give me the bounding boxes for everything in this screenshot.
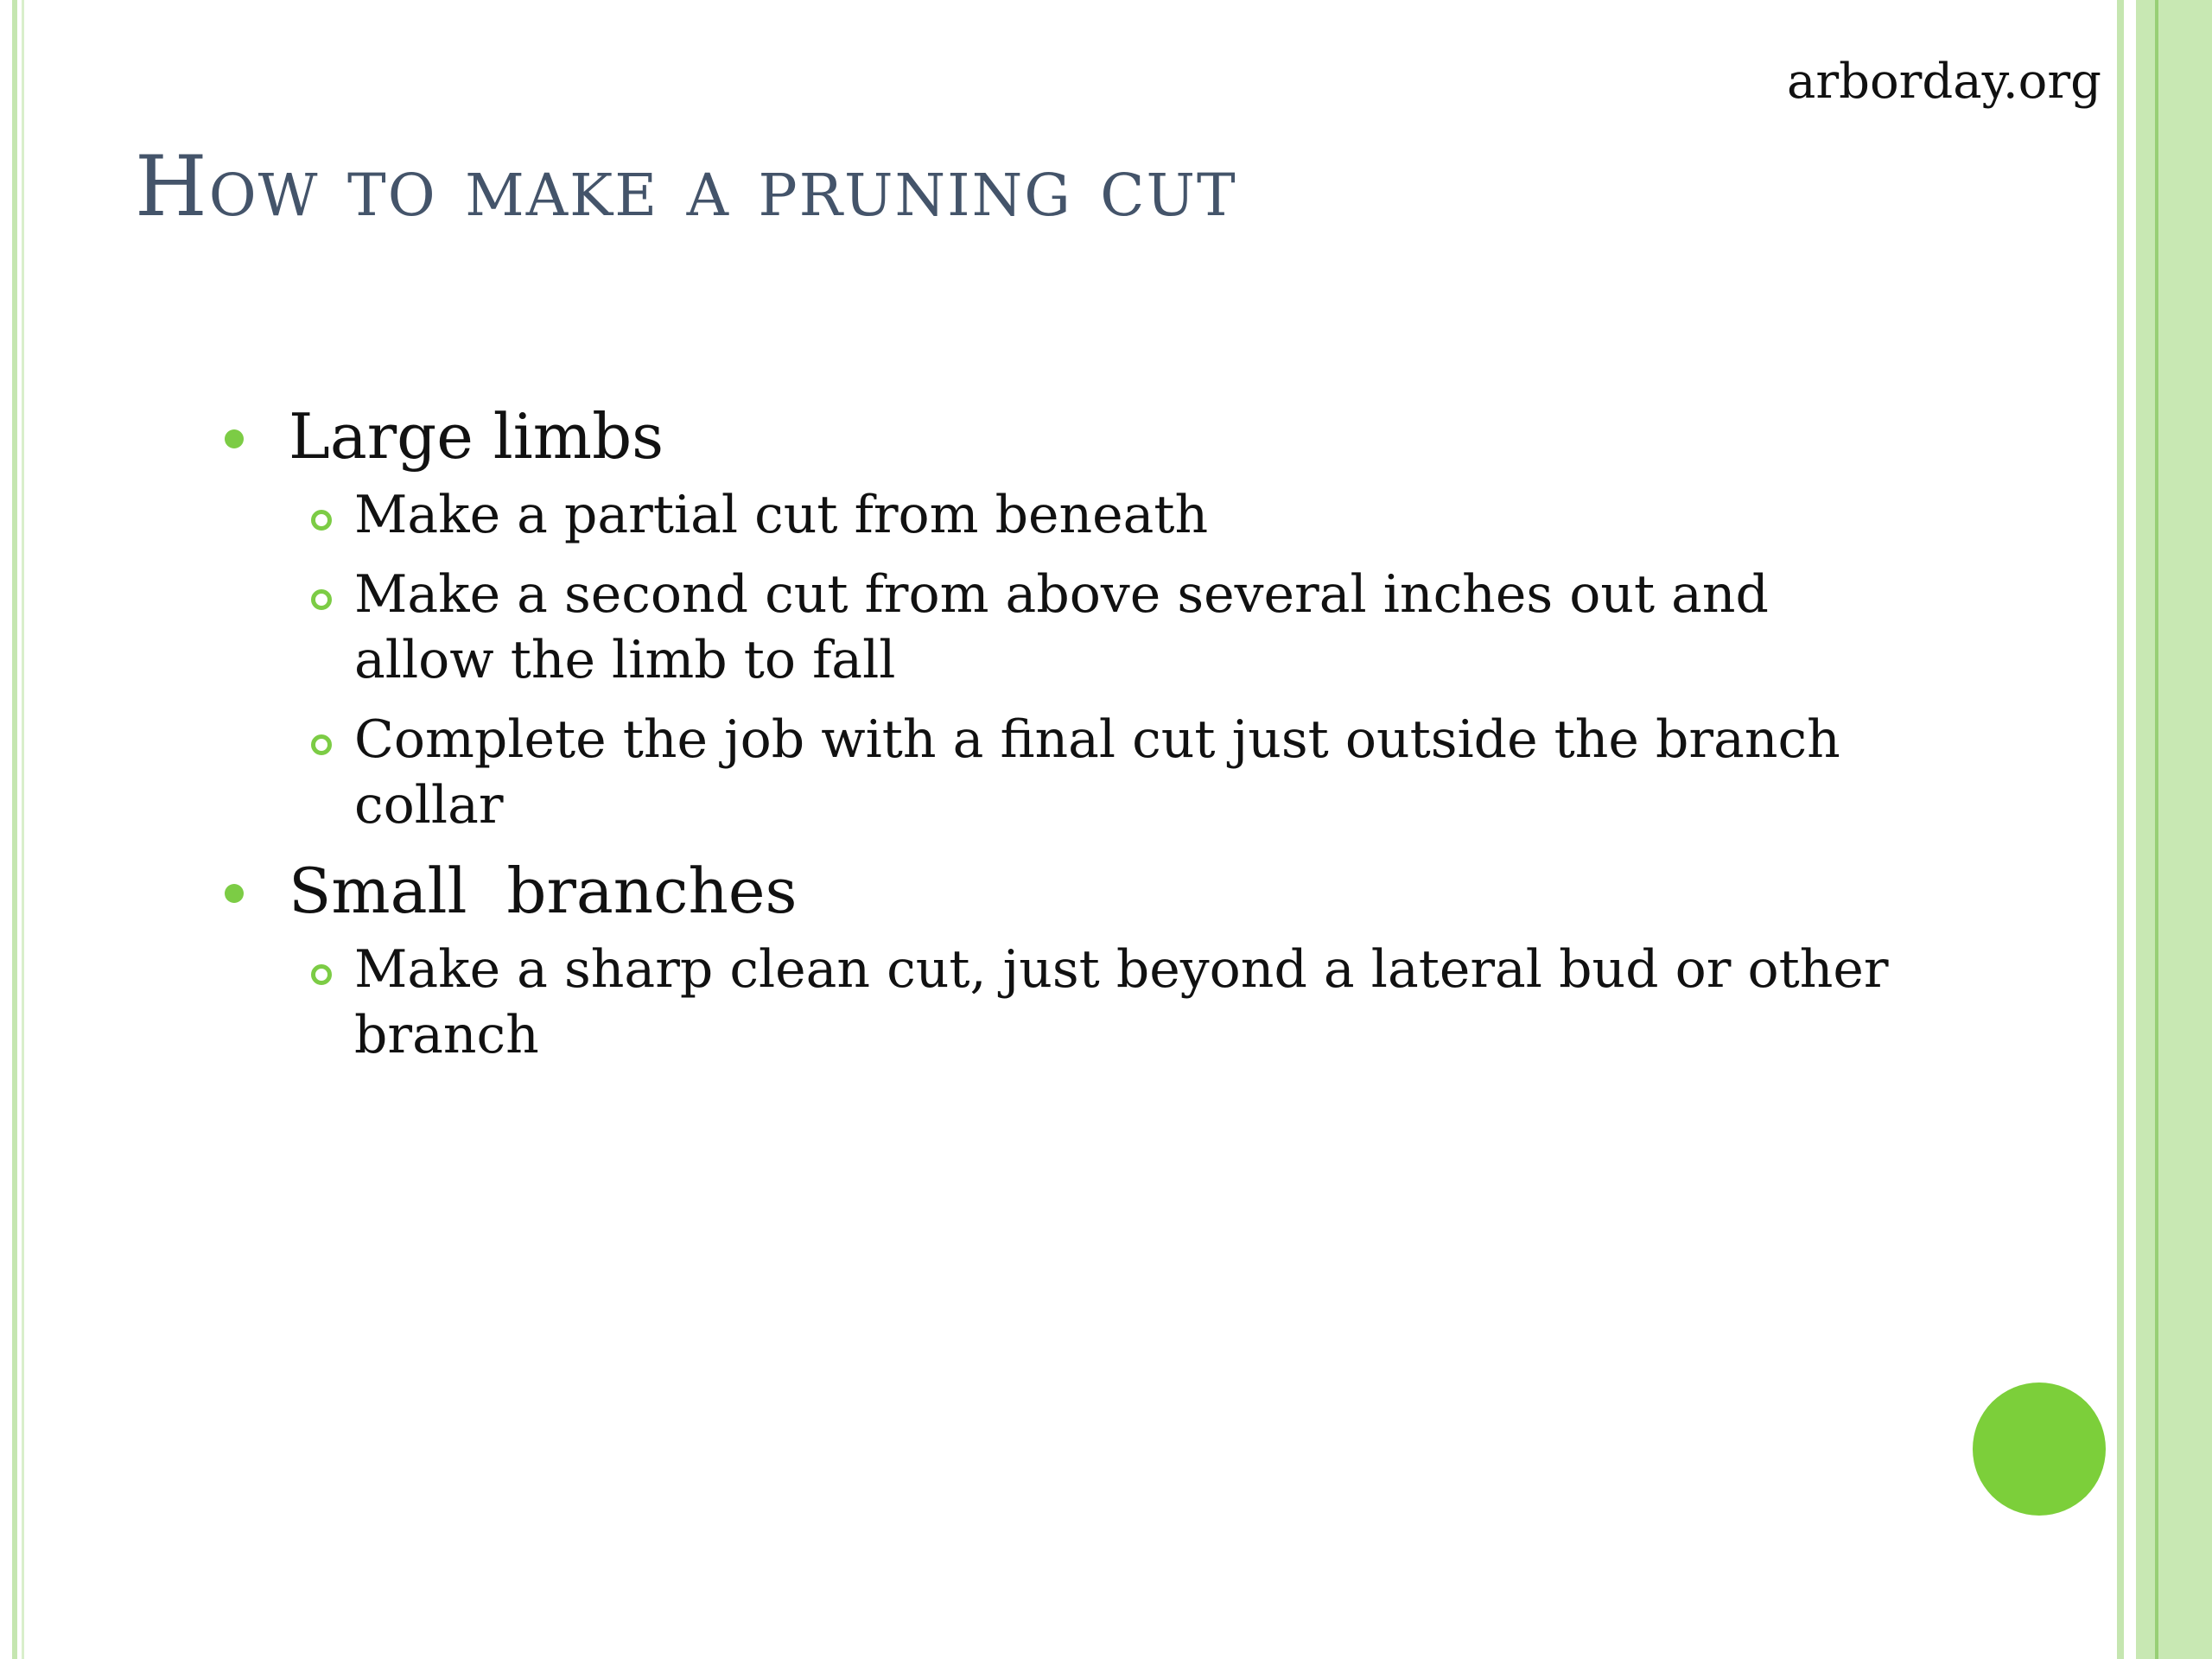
- bullet-large-limbs: [216, 397, 1901, 475]
- slide-title: How to make a pruning cut: [135, 138, 1237, 235]
- green-circle-icon: [1973, 1382, 2106, 1516]
- bullet-hollow-icon: [311, 510, 332, 531]
- slide-content: [216, 397, 1901, 1082]
- bullet-filled-icon: [225, 884, 244, 903]
- bullet-text: Large limbs: [289, 400, 664, 473]
- left-border-line: [12, 0, 17, 1659]
- right-border-bar: [2136, 0, 2212, 1659]
- sub-bullet-text: Make a partial cut from beneath: [354, 485, 1209, 545]
- sub-bullet: [354, 482, 1901, 548]
- sub-bullet-text: Make a sharp clean cut, just beyond a lateral bud or other branch: [354, 939, 1889, 1065]
- bullet-small-branches: [216, 852, 1901, 930]
- bullet-hollow-icon: [311, 964, 332, 985]
- left-border-line-inner: [22, 0, 24, 1659]
- sub-bullet-text: Complete the job with a final cut just outside the branch collar: [354, 709, 1840, 836]
- source-label: arborday.org: [1786, 54, 2101, 110]
- bullet-hollow-icon: [311, 589, 332, 610]
- sub-bullet: [354, 562, 1901, 693]
- bullet-filled-icon: [225, 429, 244, 448]
- sub-bullet: [354, 707, 1901, 838]
- bullet-text: Small branches: [289, 855, 798, 927]
- bullet-hollow-icon: [311, 734, 332, 755]
- right-border-line-inner: [2155, 0, 2158, 1659]
- sub-bullet: [354, 937, 1901, 1068]
- sub-bullet-text: Make a second cut from above several inches out and allow the limb to fall: [354, 564, 1769, 690]
- right-border-line: [2117, 0, 2124, 1659]
